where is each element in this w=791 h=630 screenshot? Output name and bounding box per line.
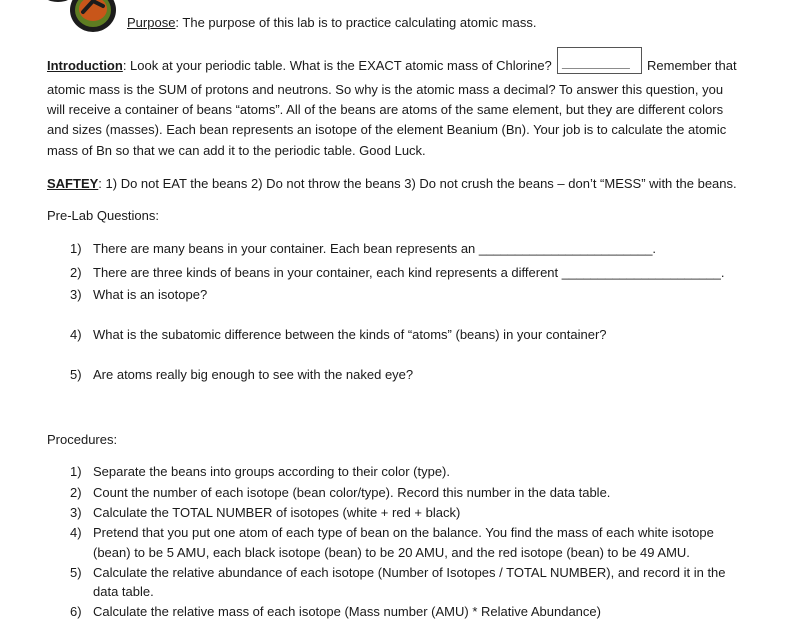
step-4-num: 4) bbox=[70, 525, 82, 540]
prelab-q2-text: There are three kinds of beans in your container, each kind represents a different ______________________. bbox=[93, 265, 725, 280]
intro-label: Introduction bbox=[47, 58, 123, 73]
intro-text-1: : Look at your periodic table. What is the EXACT atomic mass of Chlorine? bbox=[122, 58, 552, 73]
step-3-num: 3) bbox=[70, 505, 82, 520]
procedures-heading: Procedures: bbox=[47, 432, 118, 447]
intro-line-2: atomic mass is the SUM of protons and neutrons. So why is the atomic mass a decimal? To answer this question, you bbox=[47, 82, 724, 97]
prelab-q5-text: Are atoms really big enough to see with the naked eye? bbox=[93, 367, 414, 382]
prelab-q4-text: What is the subatomic difference between the kinds of “atoms” (beans) in your container? bbox=[93, 327, 607, 342]
intro-after-blank: Remember that bbox=[647, 58, 737, 73]
step-4-cont: (bean) to be 5 AMU, each black isotope (bean) to be 20 AMU, and the red isotope (bean) to be 49 AMU. bbox=[93, 545, 690, 560]
step-5-text: Calculate the relative abundance of each isotope (Number of Isotopes / TOTAL NUMBER), and record it in the bbox=[93, 565, 726, 580]
safety-line bbox=[47, 176, 737, 192]
step-1-text: Separate the beans into groups according to their color (type). bbox=[93, 464, 450, 479]
prelab-q3-num: 3) bbox=[70, 287, 82, 302]
step-2-num: 2) bbox=[70, 485, 82, 500]
step-6-text: Calculate the relative mass of each isotope (Mass number (AMU) * Relative Abundance) bbox=[93, 604, 601, 619]
step-5-num: 5) bbox=[70, 565, 82, 580]
intro-line-4: and sizes (masses). Each bean represents an isotope of the element Beanium (Bn). Your job is to calculate the atomic bbox=[47, 122, 727, 137]
chlorine-mass-answer-box[interactable] bbox=[557, 47, 642, 74]
prelab-q2-num: 2) bbox=[70, 265, 82, 280]
step-2-text: Count the number of each isotope (bean color/type). Record this number in the data table. bbox=[93, 485, 611, 500]
safety-label: SAFTEY bbox=[47, 176, 99, 191]
safety-text: : 1) Do not EAT the beans 2) Do not throw the beans 3) Do not crush the beans – don’t “MESS” with the beans. bbox=[98, 176, 737, 191]
step-4-text: Pretend that you put one atom of each type of bean on the balance. You find the mass of each white isotope bbox=[93, 525, 714, 540]
prelab-q1-text: There are many beans in your container. Each bean represents an ________________________. bbox=[93, 241, 657, 256]
answer-blank: __________ bbox=[562, 55, 630, 70]
step-1-num: 1) bbox=[70, 464, 82, 479]
prelab-q4-num: 4) bbox=[70, 327, 82, 342]
prelab-q1-num: 1) bbox=[70, 241, 82, 256]
purpose-text: : The purpose of this lab is to practice calculating atomic mass. bbox=[175, 15, 537, 30]
prelab-q3-text: What is an isotope? bbox=[93, 287, 208, 302]
intro-line-5: mass of Bn so that we can add it to the periodic table. Good Luck. bbox=[47, 143, 426, 158]
bean-logo-icon bbox=[40, 0, 120, 50]
step-5-cont: data table. bbox=[93, 584, 154, 599]
step-3-text: Calculate the TOTAL NUMBER of isotopes (white + red + black) bbox=[93, 505, 461, 520]
step-6-num: 6) bbox=[70, 604, 82, 619]
prelab-q5-num: 5) bbox=[70, 367, 82, 382]
purpose-line bbox=[127, 15, 536, 31]
purpose-label: Purpose bbox=[127, 15, 176, 30]
intro-line-3: will receive a container of beans “atoms”. All of the beans are atoms of the same element, but they are different colors bbox=[47, 102, 724, 117]
prelab-heading: Pre-Lab Questions: bbox=[47, 208, 160, 223]
intro-line-1 bbox=[47, 58, 552, 74]
